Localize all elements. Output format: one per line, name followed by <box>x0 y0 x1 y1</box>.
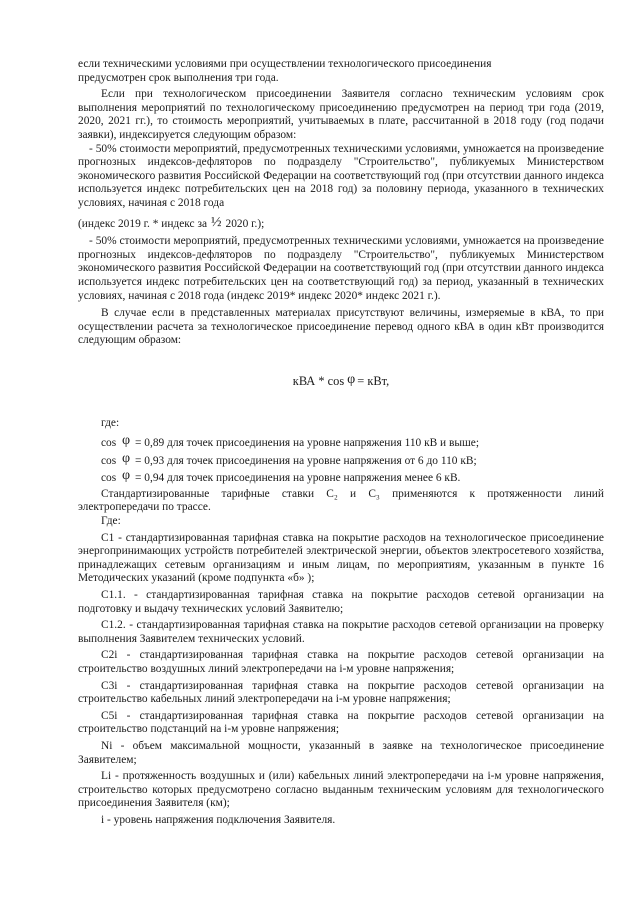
phi-symbol: φ <box>122 468 131 484</box>
definition-c1: С1 - стандартизированная тарифная ставка на покрытие расходов на технологическое присоединение энергопринимающих устройств потребителей электрической энергии, объектов электросетевого хозяйства, принадлежащих сетевым организациям и иным лицам, по мероприятиям, указанным в пункте 16 Методических указаний (кроме подпункта «б» ); <box>78 531 604 585</box>
definition-i: i - уровень напряжения подключения Заявителя. <box>101 813 336 826</box>
where-label: где: <box>101 417 120 430</box>
document-body <box>78 58 604 828</box>
formula-prefix: (индекс 2019 г. * индекс за <box>78 217 207 230</box>
tariff-paragraph: Стандартизированные тарифные ставки С₂ и С₃ применяются к протяженности линий электропередачи по трассе. <box>78 487 604 514</box>
cos-prefix: cos <box>101 437 117 450</box>
list-item-1-formula <box>78 216 604 232</box>
kva-formula <box>78 371 604 389</box>
cos-phi-list <box>78 433 604 486</box>
paragraph-three-years: Если при технологическом присоединении Заявителя согласно техническим условиям срок выполнения мероприятий по технологическому присоединению предусмотрен на период три года (2019, 2020, 2021 гг.), то стоимость мероприятий, учитываемых в плате, рассчитанной в 2018 году (год подачи заявки), индексируется следующим образом: <box>78 88 604 141</box>
definition-c1-2: С1.2. - стандартизированная тарифная ставка на покрытие расходов сетевой организации на проверку выполнения Заявителем технических условий. <box>78 619 604 645</box>
definition-c1-1: С1.1. - стандартизированная тарифная ставка на покрытие расходов сетевой организации на подготовку и выдачу технических условий Заявителю; <box>78 589 604 615</box>
top-line-2: предусмотрен срок выполнения три года. <box>78 71 279 84</box>
definition-c5i: С5i - стандартизированная тарифная ставка на покрытие расходов сетевой организации на строительство подстанций на i-м уровне напряжения; <box>78 709 604 736</box>
cos-text: = 0,89 для точек присоединения на уровне напряжения 110 кВ и выше; <box>135 437 480 450</box>
definition-ni: Ni - объем максимальной мощности, указанный в заявке на технологическое присоединение Заявителем; <box>78 739 604 766</box>
formula-left: кВА * cos <box>292 373 345 388</box>
list-item-1: - 50% стоимости мероприятий, предусмотренных техническими условиями, умножается на произведение прогнозных индексов-дефляторов по подразделу "Строительство", публикуемых Министерством экономического развития Российской Федерации на соответствующий год (при отсутствии данного индекса используется индекс потребительских цен на 2018 год) за половину периода, указанного в технических условиях, начиная с 2018 года <box>78 142 604 209</box>
kva-paragraph: В случае если в представленных материалах присутствуют величины, измеряемые в кВА, то при осуществлении расчета за технологическое присоединение перевод одного кВА в один кВт производится следующим образом: <box>78 307 604 347</box>
phi-symbol: φ <box>122 450 131 466</box>
phi-symbol: φ <box>347 371 356 387</box>
phi-symbol: φ <box>122 433 131 449</box>
cos-prefix: cos <box>101 472 117 485</box>
formula-right: = кВт, <box>357 373 390 388</box>
definition-c3i: С3i - стандартизированная тарифная ставка на покрытие расходов сетевой организации на строительство кабельных линий электропередачи на i-м уровне напряжения; <box>78 679 604 706</box>
cos-line <box>78 433 604 451</box>
list-item-2: - 50% стоимости мероприятий, предусмотренных техническими условиями, умножается на произведение прогнозных индексов-дефляторов по подразделу "Строительство", публикуемых Министерством экономического развития Российской Федерации на соответствующий год (при отсутствии данного индекса используется индекс потребительских цен на соответствующий год) за период, указанный в технических условиях, начиная с 2018 года (индекс 2019* индекс 2020* индекс 2021 г.). <box>78 235 604 302</box>
cos-line <box>78 450 604 469</box>
cos-text: = 0,93 для точек присоединения на уровне напряжения от 6 до 110 кВ; <box>135 454 477 467</box>
cos-prefix: cos <box>101 454 117 467</box>
definition-c2i: С2i - стандартизированная тарифная ставка на покрытие расходов сетевой организации на строительство воздушных линий электропередачи на i-м уровне напряжения; <box>78 649 604 675</box>
top-line-1-text: если техническими условиями при осуществлении технологического присоединения <box>78 58 492 70</box>
formula-suffix: 2020 г.); <box>225 217 265 230</box>
where-label-2: Где: <box>101 515 121 528</box>
cos-text: = 0,94 для точек присоединения на уровне напряжения менее 6 кВ. <box>135 472 461 485</box>
definition-li: Li - протяженность воздушных и (или) кабельных линий электропередачи на i-м уровне напряжения, строительство которых предусмотрено согласно выданным техническим условиям для технологического присоединения Заявителя (км); <box>78 770 604 810</box>
top-line-1 <box>78 58 604 72</box>
cos-line <box>78 468 604 486</box>
half-fraction: ½ <box>211 214 222 230</box>
